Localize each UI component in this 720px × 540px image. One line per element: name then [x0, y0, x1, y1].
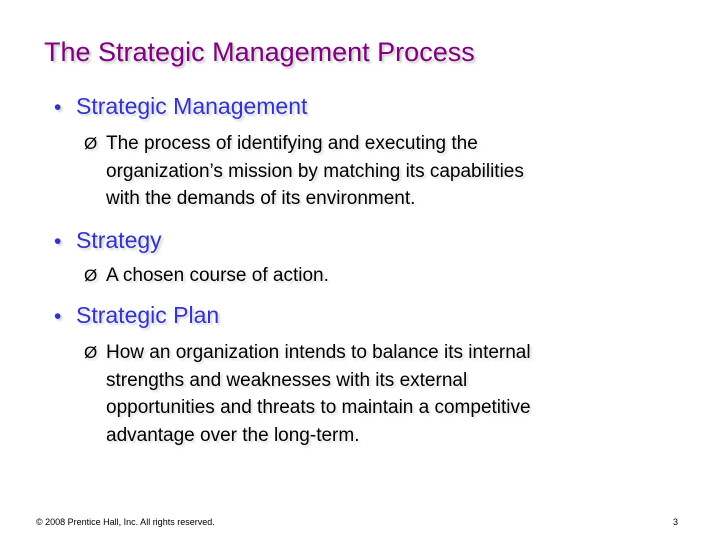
arrow-bullet-icon: Ø: [84, 266, 98, 285]
bullet-strategic-plan: [54, 300, 219, 332]
sub-bullet-text: The process of identifying and executing the organization’s mission by matching its capabilities with the demands of its environment.: [106, 133, 524, 209]
sub-bullet-strategy: [84, 262, 684, 290]
bullet-strategic-management: [54, 91, 307, 123]
bullet-label: Strategic Plan: [76, 302, 220, 328]
sub-bullet-text: A chosen course of action.: [106, 265, 329, 286]
slide-title: The Strategic Management Process: [44, 37, 475, 67]
sub-bullet-strategic-management: [84, 130, 684, 213]
bullet-dot-icon: •: [54, 305, 62, 328]
sub-bullet-text: How an organization intends to balance its internal strengths and weaknesses with its external opportunities and threats to maintain a competitive advantage over the long-term.: [106, 342, 531, 446]
bullet-dot-icon: •: [54, 96, 62, 119]
page-number: 3: [673, 517, 679, 527]
arrow-bullet-icon: Ø: [84, 134, 98, 153]
footer-copyright: © 2008 Prentice Hall, Inc. All rights reserved.: [36, 517, 215, 527]
bullet-strategy: [54, 225, 162, 257]
sub-bullet-strategic-plan: [84, 339, 684, 449]
arrow-bullet-icon: Ø: [84, 343, 98, 362]
bullet-label: Strategic Management: [76, 93, 308, 119]
bullet-dot-icon: •: [54, 230, 62, 253]
bullet-label: Strategy: [76, 227, 162, 253]
